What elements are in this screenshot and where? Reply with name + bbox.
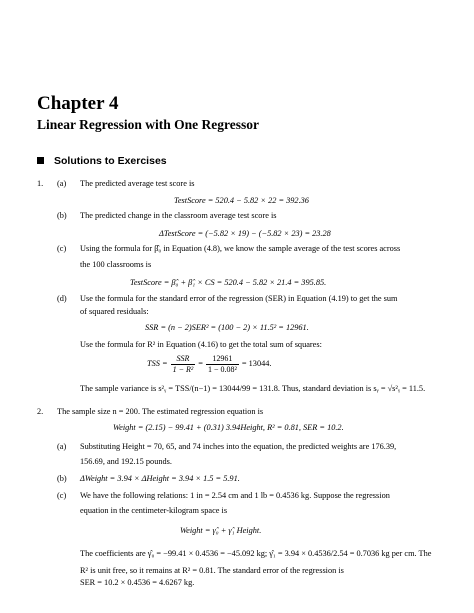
q1b-label: (b) — [57, 211, 67, 220]
chapter-title: Chapter 4 — [37, 93, 119, 114]
tss-lhs: TSS = — [147, 359, 168, 368]
tss-frac2-denominator: 1 − 0.08² — [207, 364, 237, 374]
q1a-text: The predicted average test score is — [80, 179, 195, 188]
tss-rhs: = 13044. — [241, 359, 272, 368]
q2c-text-3: The coefficients are γ̂₀ = −99.41 × 0.4536 = −45.092 kg; γ̂₁ = 3.94 × 0.4536/2.54 = 0.7036 kg per cm. The — [80, 549, 432, 558]
tss-fraction-1 — [171, 354, 196, 375]
q2a-text-1: Substituting Height = 70, 65, and 74 inches into the equation, the predicted weights are 176.39, — [80, 442, 397, 451]
q2b-equation: ΔWeight = 3.94 × ΔHeight = 3.94 × 1.5 = 5.91. — [80, 474, 240, 483]
tss-equals: = — [198, 359, 203, 368]
q2c-text-4: R² is unit free, so it remains at R² = 0.81. The standard error of the regression is — [80, 566, 344, 575]
q1a-label: (a) — [57, 179, 67, 188]
q2b-label: (b) — [57, 474, 67, 483]
q1c-text-1: Using the formula for β̂₀ in Equation (4.8), we know the sample average of the test scores across — [80, 244, 401, 253]
q1b-equation: ΔTestScore = (−5.82 × 19) − (−5.82 × 23) = 23.28 — [159, 229, 331, 238]
q1b-text: The predicted change in the classroom average test score is — [80, 211, 277, 220]
q2a-text-2: 156.69, and 192.15 pounds. — [80, 457, 172, 466]
q1d-label: (d) — [57, 294, 67, 303]
q2-intro: The sample size n = 200. The estimated regression equation is — [57, 407, 264, 416]
q2c-text-1: We have the following relations: 1 in = 2.54 cm and 1 lb = 0.4536 kg. Suppose the regression — [80, 491, 390, 500]
q2c-text-5: SER = 10.2 × 0.4536 = 4.6267 kg. — [80, 578, 195, 587]
section-heading — [37, 155, 167, 167]
tss-frac1-numerator: SSR — [171, 354, 196, 365]
q2c-equation: Weight = γ̂₀ + γ̂₁ Height. — [180, 526, 262, 535]
q1d-equation-tss — [147, 352, 271, 376]
q1c-text-2: the 100 classrooms is — [80, 260, 152, 269]
q1d-text-2: of squared residuals: — [80, 307, 149, 316]
tss-fraction-2 — [206, 354, 239, 375]
q1d-text-3: Use the formula for R² in Equation (4.16) to get the total sum of squares: — [80, 340, 322, 349]
q1d-equation-ssr: SSR = (n − 2)SER² = (100 − 2) × 11.5² = 12961. — [145, 323, 309, 332]
q2c-label: (c) — [57, 491, 67, 500]
tss-frac1-denominator: 1 − R² — [172, 364, 194, 374]
q2-equation: Weight = (2.15) − 99.41 + (0.31) 3.94Height, R² = 0.81, SER = 10.2. — [113, 423, 344, 432]
q1c-equation: TestScore = β̂₀ + β̂₁ × CS = 520.4 − 5.82 × 21.4 = 395.85. — [130, 278, 327, 287]
chapter-subtitle: Linear Regression with One Regressor — [37, 117, 259, 132]
q1d-text-1: Use the formula for the standard error of the regression (SER) in Equation (4.19) to get the sum — [80, 294, 398, 303]
q1a-equation: TestScore = 520.4 − 5.82 × 22 = 392.36 — [174, 196, 309, 205]
q2a-label: (a) — [57, 442, 67, 451]
bullet-square-icon — [37, 157, 44, 164]
q1-number: 1. — [37, 179, 44, 188]
q1c-label: (c) — [57, 244, 67, 253]
tss-frac2-numerator: 12961 — [206, 354, 239, 365]
q2c-text-2: equation in the centimeter-kilogram space is — [80, 506, 228, 515]
q2-number: 2. — [37, 407, 44, 416]
q1d-text-4: The sample variance is s²ᵧ = TSS/(n−1) = 13044/99 = 131.8. Thus, standard deviation is sᵧ = √s²ᵧ = 11.5. — [80, 384, 426, 393]
section-title: Solutions to Exercises — [54, 155, 167, 167]
